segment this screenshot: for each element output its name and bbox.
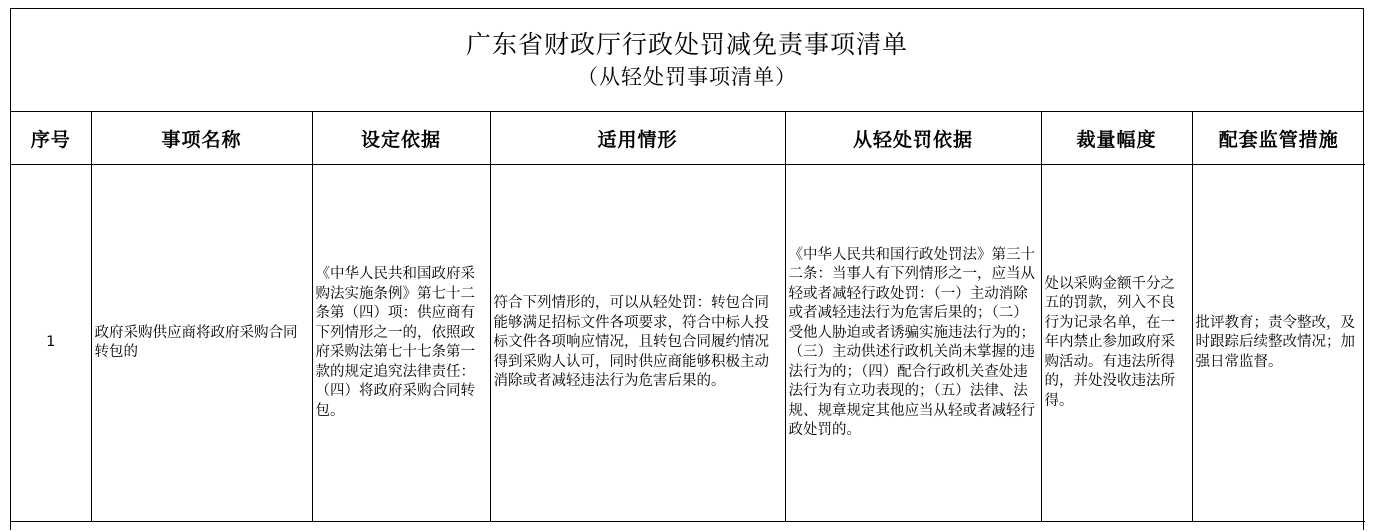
cell-discretion-range: 处以采购金额千分之五的罚款，列入不良行为记录名单，在一年内禁止参加政府采购活动。有违法所得的，并处没收违法所得。 [1041, 165, 1192, 522]
header-applicable-circumstances: 适用情形 [490, 112, 785, 165]
cell-item-name: 政府采购供应商将政府采购合同转包的 [91, 165, 312, 522]
document-subtitle: （从轻处罚事项清单） [577, 65, 797, 89]
header-supervision-measures: 配套监管措施 [1192, 112, 1365, 165]
cell-legal-basis: 《中华人民共和国政府采购法实施条例》第七十二条第（四）项：供应商有下列情形之一的，依照政府采购法第七十七条第一款的规定追究法律责任：（四）将政府采购合同转包。 [312, 165, 490, 522]
document-sheet [10, 8, 1364, 530]
penalty-list-table [11, 112, 1365, 522]
document-title: 广东省财政厅行政处罚减免责事项清单 [465, 30, 908, 59]
header-index: 序号 [11, 112, 91, 165]
header-item-name: 事项名称 [91, 112, 312, 165]
cell-supervision-measures: 批评教育；责令整改，及时跟踪后续整改情况；加强日常监督。 [1192, 165, 1365, 522]
header-row [11, 112, 1365, 165]
next-row-edge [11, 522, 1363, 532]
header-discretion-range: 裁量幅度 [1041, 112, 1192, 165]
title-block [11, 9, 1363, 112]
cell-applicable-circumstances: 符合下列情形的，可以从轻处罚：转包合同能够满足招标文件各项要求，符合中标人投标文件各项响应情况，且转包合同履约情况得到采购人认可，同时供应商能够积极主动消除或者减轻违法行为危害后果的。 [490, 165, 785, 522]
cell-index: 1 [11, 165, 91, 522]
table-row [11, 165, 1365, 522]
header-lenient-basis: 从轻处罚依据 [785, 112, 1041, 165]
cell-lenient-basis: 《中华人民共和国行政处罚法》第三十二条：当事人有下列情形之一，应当从轻或者减轻行政处罚：（一）主动消除或者减轻违法行为危害后果的；（二）受他人胁迫或者诱骗实施违法行为的；（三）主动供述行政机关尚未掌握的违法行为的；（四）配合行政机关查处违法行为有立功表现的；（五）法律、法规、规章规定其他应当从轻或者减轻行政处罚的。 [785, 165, 1041, 522]
header-legal-basis: 设定依据 [312, 112, 490, 165]
